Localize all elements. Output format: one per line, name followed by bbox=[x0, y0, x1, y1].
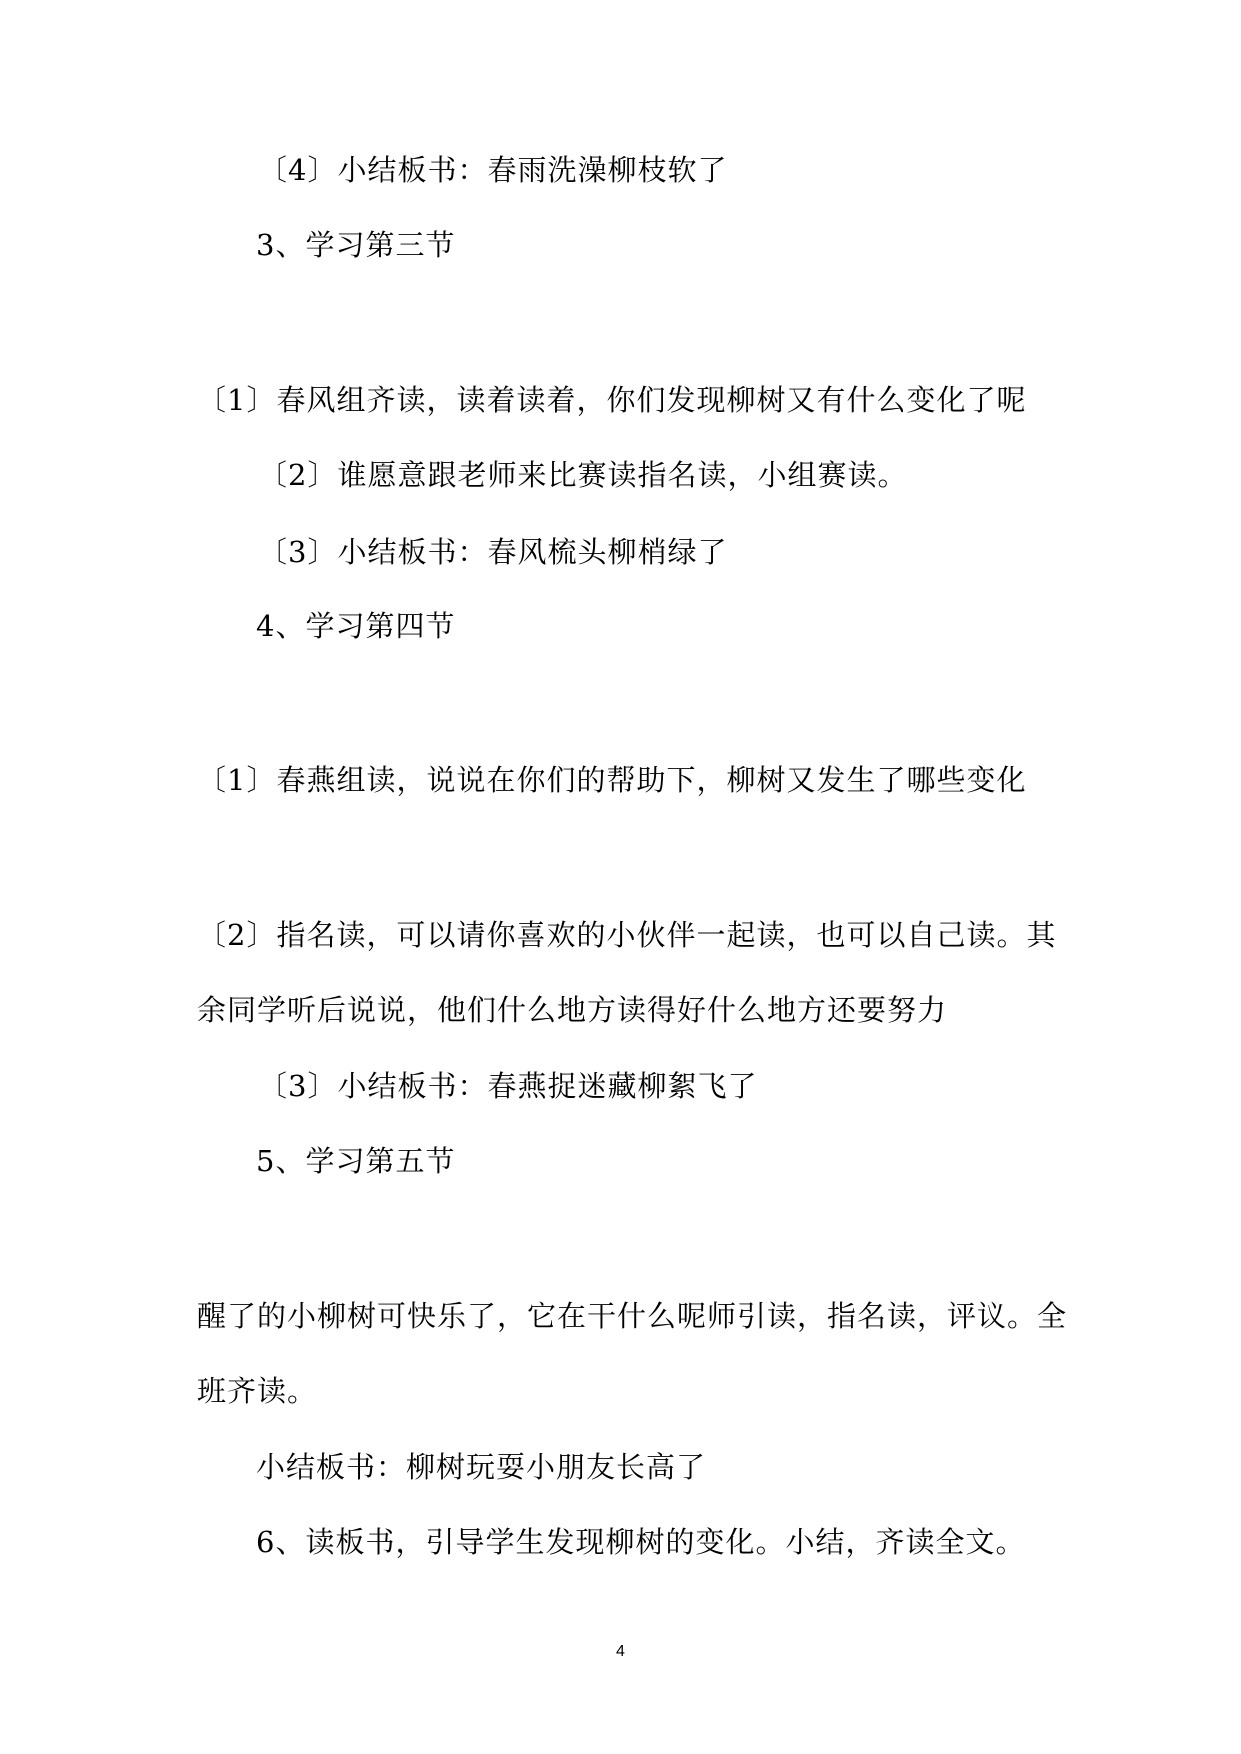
text-line: 6、读板书，引导学生发现柳树的变化。小结，齐读全文。 bbox=[256, 1525, 1026, 1559]
section-heading: 4、学习第四节 bbox=[256, 609, 456, 643]
text-line: 〔1〕春风组齐读，读着读着，你们发现柳树又有什么变化了呢 bbox=[197, 383, 1027, 417]
page-number: 4 bbox=[616, 1643, 625, 1660]
text-line: 〔1〕春燕组读，说说在你们的帮助下，柳树又发生了哪些变化 bbox=[197, 763, 1027, 797]
text-line: 小结板书：柳树玩耍小朋友长高了 bbox=[256, 1450, 707, 1484]
text-line: 〔2〕指名读，可以请你喜欢的小伙伴一起读，也可以自己读。其 bbox=[197, 918, 1057, 952]
text-line: 班齐读。 bbox=[197, 1374, 318, 1408]
text-line: 〔4〕小结板书：春雨洗澡柳枝软了 bbox=[258, 153, 728, 187]
text-line: 〔2〕谁愿意跟老师来比赛读指名读，小组赛读。 bbox=[258, 458, 908, 492]
text-line: 〔3〕小结板书：春风梳头柳梢绿了 bbox=[258, 535, 728, 569]
section-heading: 5、学习第五节 bbox=[256, 1144, 456, 1178]
text-line: 醒了的小柳树可快乐了，它在干什么呢师引读，指名读，评议。全 bbox=[197, 1299, 1068, 1333]
text-line: 余同学听后说说，他们什么地方读得好什么地方还要努力 bbox=[197, 993, 948, 1027]
section-heading: 3、学习第三节 bbox=[256, 228, 456, 262]
text-line: 〔3〕小结板书：春燕捉迷藏柳絮飞了 bbox=[258, 1069, 758, 1103]
